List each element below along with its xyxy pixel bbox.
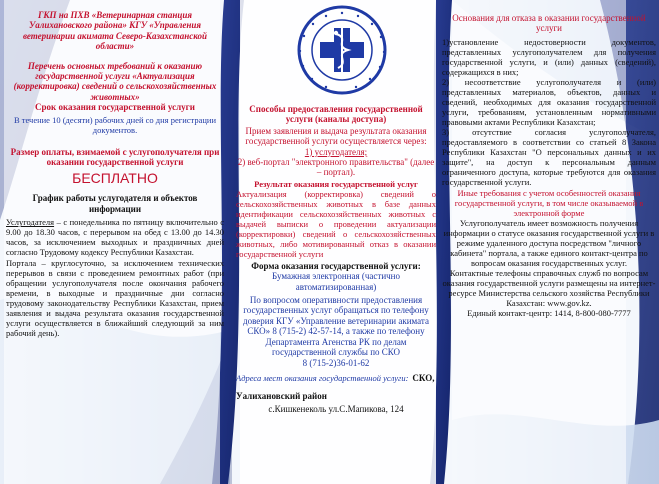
access-channels-intro: Прием заявления и выдача результата оказания государственной услуги осуществляется через: [245,125,427,147]
channel-portal: 2) веб-портал "электронного правительства" (далее – портал). [237,157,435,178]
form-value: Бумажная электронная (частично автоматизированная) [272,271,400,292]
address-street: с.Кишкенеколь ул.С.Мапикова, 124 [268,403,404,414]
term-title: Срок оказания государственной услуги [35,102,195,113]
address-region: СКО, Уалихановский район [236,372,435,401]
refusal-point-3: 3) отсутствие согласия услугополучателя, предоставляемого в соответствии со статьей 8 Закона Республики Казахстан "О персональных данных и их защите", на доступ к персональным данным ограниченного доступа, которые требуются для оказания государственной услуги. [442,126,656,187]
schedule-title: График работы услугодателя и объектов информации [32,193,198,214]
left-column [6,0,224,484]
schedule-provider-lead: Услугодателя [6,217,55,228]
form-title: Форма оказания государственной услуги: [251,260,421,271]
schedule-portal-text: Портала – круглосуточно, за исключением технических перерывов в связи с проведением ремонтных работ (при обращении услугополучателя после окончания рабочего времени, в выходные и праздничные дни согласно трудовому законодательству Республики Казахстан, прием заявления и выдача результата оказания государственной услуги осуществляется в ближайший следующий за ним рабочий день). [6,258,224,339]
fee-title: Размер оплаты, взимаемой с услугополучателя при оказании государственной услуги [10,146,220,168]
requirements-title: Перечень основных требований к оказанию государственной услуги «Актуализация (корректировка) сведений о сельскохозяйственных животных» [13,60,217,102]
contact-phone: 8 (715-2)36-01-62 [302,357,370,368]
term-text: В течение 10 (десяти) рабочих дней со дня регистрации документов. [13,114,217,135]
contact-text: По вопросом оперативности предоставления государственных услуг обращаться по телефону доверия КГУ «Управление ветеринарии акимата СКО» 8 (715-2) 42-57-14, а также по телефону Департамента Агенства РК по делам государственной службы по СКО [243,295,429,358]
fee-value: БЕСПЛАТНО [72,170,158,187]
result-text: Актуализация (корректировка) сведений о сельскохозяйственных животных в базе данных идентификации сельскохозяйственных животных с выдачей выписки о проведении актуализации (корректировки) сведений о сельскохозяйственных животных, либо мотивированный отказ в оказании государственной услуги [236,188,436,259]
call-center: Единый контакт-центр: 1414, 8-800-080-7777 [467,307,631,318]
other-requirements-text: Услугополучатель имеет возможность получения информации о статусе оказания государственной услуги в режиме удаленного доступа посредством "личного кабинета" портала, а также единого контакт-центра по вопросам оказания государственных услуг. [443,217,655,268]
other-requirements-title: Иные требования с учетом особенностей оказания государственной услуги, в том числе оказываемой в электронной форме [454,187,644,218]
channel-provider: 1) услугодателя; [304,146,368,157]
refusal-title: Основания для отказа в оказании государственной услуги [452,13,646,34]
organization-title: ГКП на ПХВ «Ветеринарная станция Уалихановского района» КГУ «Управления ветеринарии акимата Северо-Казахстанской области» [23,10,207,52]
refusal-point-2: 2) несоответствие услугополучателя и (или) представленных материалов, объектов, данных и сведений, необходимых для оказания государственной услуги, требованиям, установленным нормативными правовыми актами Республики Казахстан; [442,76,656,127]
schedule-provider-text [6,217,224,257]
middle-column [236,0,436,484]
schedule-provider-body: – с понедельника по пятницу включительно с 9.00 до 18.30 часов, с перерывом на обед с 13.00 до 14.30 часов, за исключением выходных и праздничных дней согласно Трудовому кодексу Республики Казахстан. [6,217,224,258]
access-channels-title: Способы предоставления государственной услуги (каналы доступа) [249,104,423,125]
reference-phones-text: Контактные телефоны справочных служб по вопросам оказания государственной услуги размещены на интернет-ресурсе Министерства сельского хозяйства Республики Казахстан: www.gov.kz. [442,267,656,308]
result-title: Результат оказания государственной услуг [254,178,418,189]
refusal-point-1: 1)установление недостоверности документов, представленных услугополучателем для получения государственной услуги, и (или) данных (сведений), содержащихся в них; [442,36,656,77]
address-title: Адреса мест оказания государственной услуги: [236,372,409,383]
right-column [442,0,656,484]
